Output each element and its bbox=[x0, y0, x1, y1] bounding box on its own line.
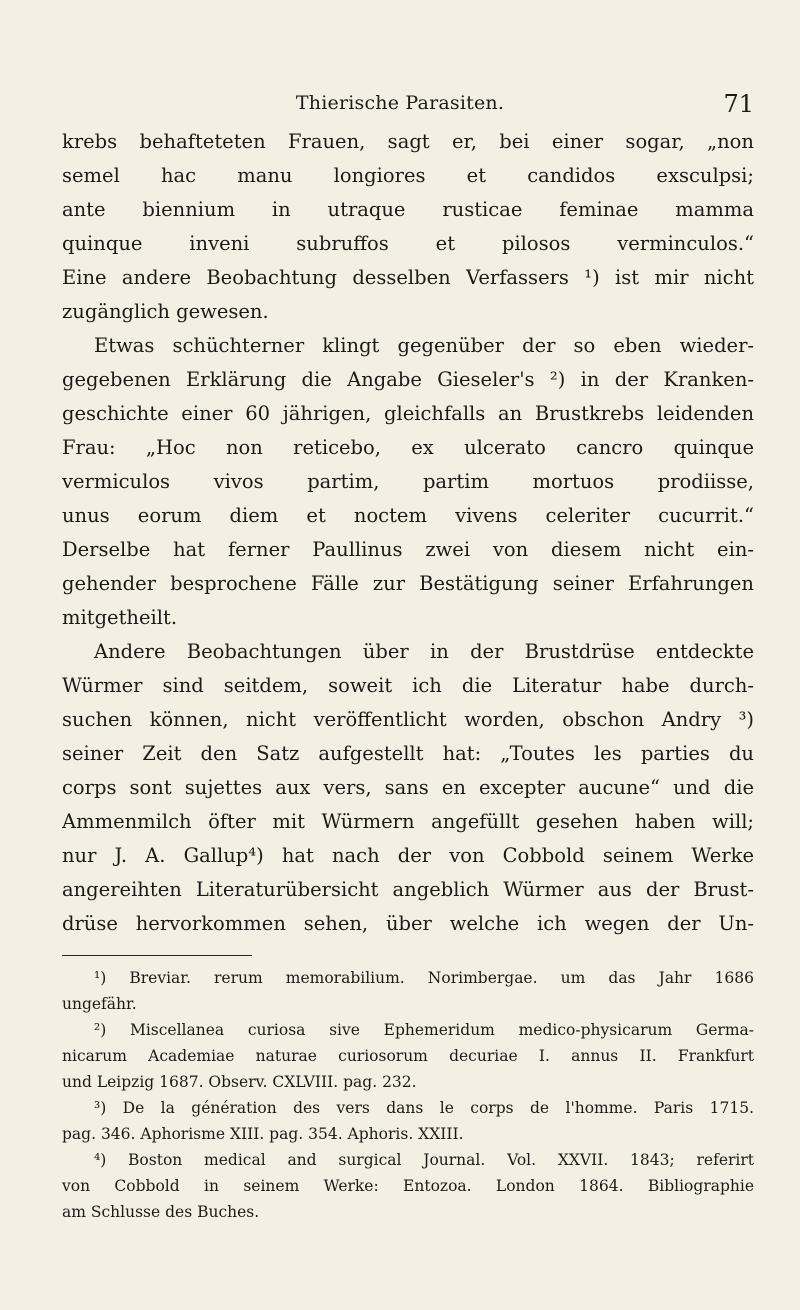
text-line: Ammenmilch öfter mit Würmern angefüllt gesehen haben will; bbox=[62, 810, 754, 833]
footnote-2 bbox=[62, 1017, 754, 1095]
footnote-line: ¹) Breviar. rerum memorabilium. Norimbergae. um das Jahr 1686 bbox=[94, 969, 754, 987]
footnote-line: und Leipzig 1687. Observ. CXLVIII. pag. 232. bbox=[62, 1073, 417, 1091]
text-line: vermiculos vivos partim, partim mortuos prodiisse, bbox=[62, 470, 754, 493]
text-line: gehender besprochene Fälle zur Bestätigung seiner Erfahrungen bbox=[62, 572, 754, 595]
footnote-4 bbox=[62, 1147, 754, 1225]
footnote-line: ²) Miscellanea curiosa sive Ephemeridum medico-physicarum Germa- bbox=[94, 1021, 754, 1039]
text-line: Eine andere Beobachtung desselben Verfassers ¹) ist mir nicht bbox=[62, 266, 754, 289]
text-line: suchen können, nicht veröffentlicht worden, obschon Andry ³) bbox=[62, 708, 754, 731]
text-line: Derselbe hat ferner Paullinus zwei von diesem nicht ein- bbox=[62, 538, 754, 561]
text-line: corps sont sujettes aux vers, sans en excepter aucune“ und die bbox=[62, 776, 754, 799]
text-line: quinque inveni subruffos et pilosos verminculos.“ bbox=[62, 232, 754, 255]
text-line: zugänglich gewesen. bbox=[62, 300, 269, 323]
footnote-line: ³) De la génération des vers dans le corps de l'homme. Paris 1715. bbox=[94, 1099, 754, 1117]
text-line: seiner Zeit den Satz aufgestellt hat: „Toutes les parties du bbox=[62, 742, 754, 765]
footnote-divider bbox=[62, 955, 252, 956]
footnote-line: nicarum Academiae naturae curiosorum decuriae I. annus II. Frankfurt bbox=[62, 1047, 754, 1065]
text-line: Würmer sind seitdem, soweit ich die Literatur habe durch- bbox=[62, 674, 754, 697]
footnote-line: von Cobbold in seinem Werke: Entozoa. London 1864. Bibliographie bbox=[62, 1177, 754, 1195]
footnote-1 bbox=[62, 965, 754, 1017]
page-number: 71 bbox=[723, 90, 754, 118]
text-line: unus eorum diem et noctem vivens celeriter cucurrit.“ bbox=[62, 504, 754, 527]
text-line: drüse hervorkommen sehen, über welche ich wegen der Un- bbox=[62, 912, 754, 935]
text-line: semel hac manu longiores et candidos exsculpsi; bbox=[62, 164, 754, 187]
text-line: Andere Beobachtungen über in der Brustdrüse entdeckte bbox=[94, 640, 754, 663]
footnote-3 bbox=[62, 1095, 754, 1147]
text-line: Frau: „Hoc non reticebo, ex ulcerato cancro quinque bbox=[62, 436, 754, 459]
body-text bbox=[62, 125, 754, 941]
text-line: Etwas schüchterner klingt gegenüber der so eben wieder- bbox=[94, 334, 754, 357]
running-head: Thierische Parasiten. bbox=[295, 92, 505, 114]
text-line: nur J. A. Gallup⁴) hat nach der von Cobbold seinem Werke bbox=[62, 844, 754, 867]
text-line: angereihten Literaturübersicht angeblich Würmer aus der Brust- bbox=[62, 878, 754, 901]
text-line: geschichte einer 60 jährigen, gleichfalls an Brustkrebs leidenden bbox=[62, 402, 754, 425]
footnote-line: ungefähr. bbox=[62, 995, 137, 1013]
text-line: gegebenen Erklärung die Angabe Gieseler's ²) in der Kranken- bbox=[62, 368, 754, 391]
footnotes bbox=[62, 965, 754, 1225]
text-line: ante biennium in utraque rusticae feminae mamma bbox=[62, 198, 754, 221]
footnote-line: am Schlusse des Buches. bbox=[62, 1203, 260, 1221]
text-line: krebs behafteteten Frauen, sagt er, bei einer sogar, „non bbox=[62, 130, 754, 153]
text-line: mitgetheilt. bbox=[62, 606, 178, 629]
footnote-line: pag. 346. Aphorisme XIII. pag. 354. Aphoris. XXIII. bbox=[62, 1125, 464, 1143]
footnote-line: ⁴) Boston medical and surgical Journal. Vol. XXVII. 1843; referirt bbox=[94, 1151, 754, 1169]
page-header bbox=[0, 90, 800, 124]
